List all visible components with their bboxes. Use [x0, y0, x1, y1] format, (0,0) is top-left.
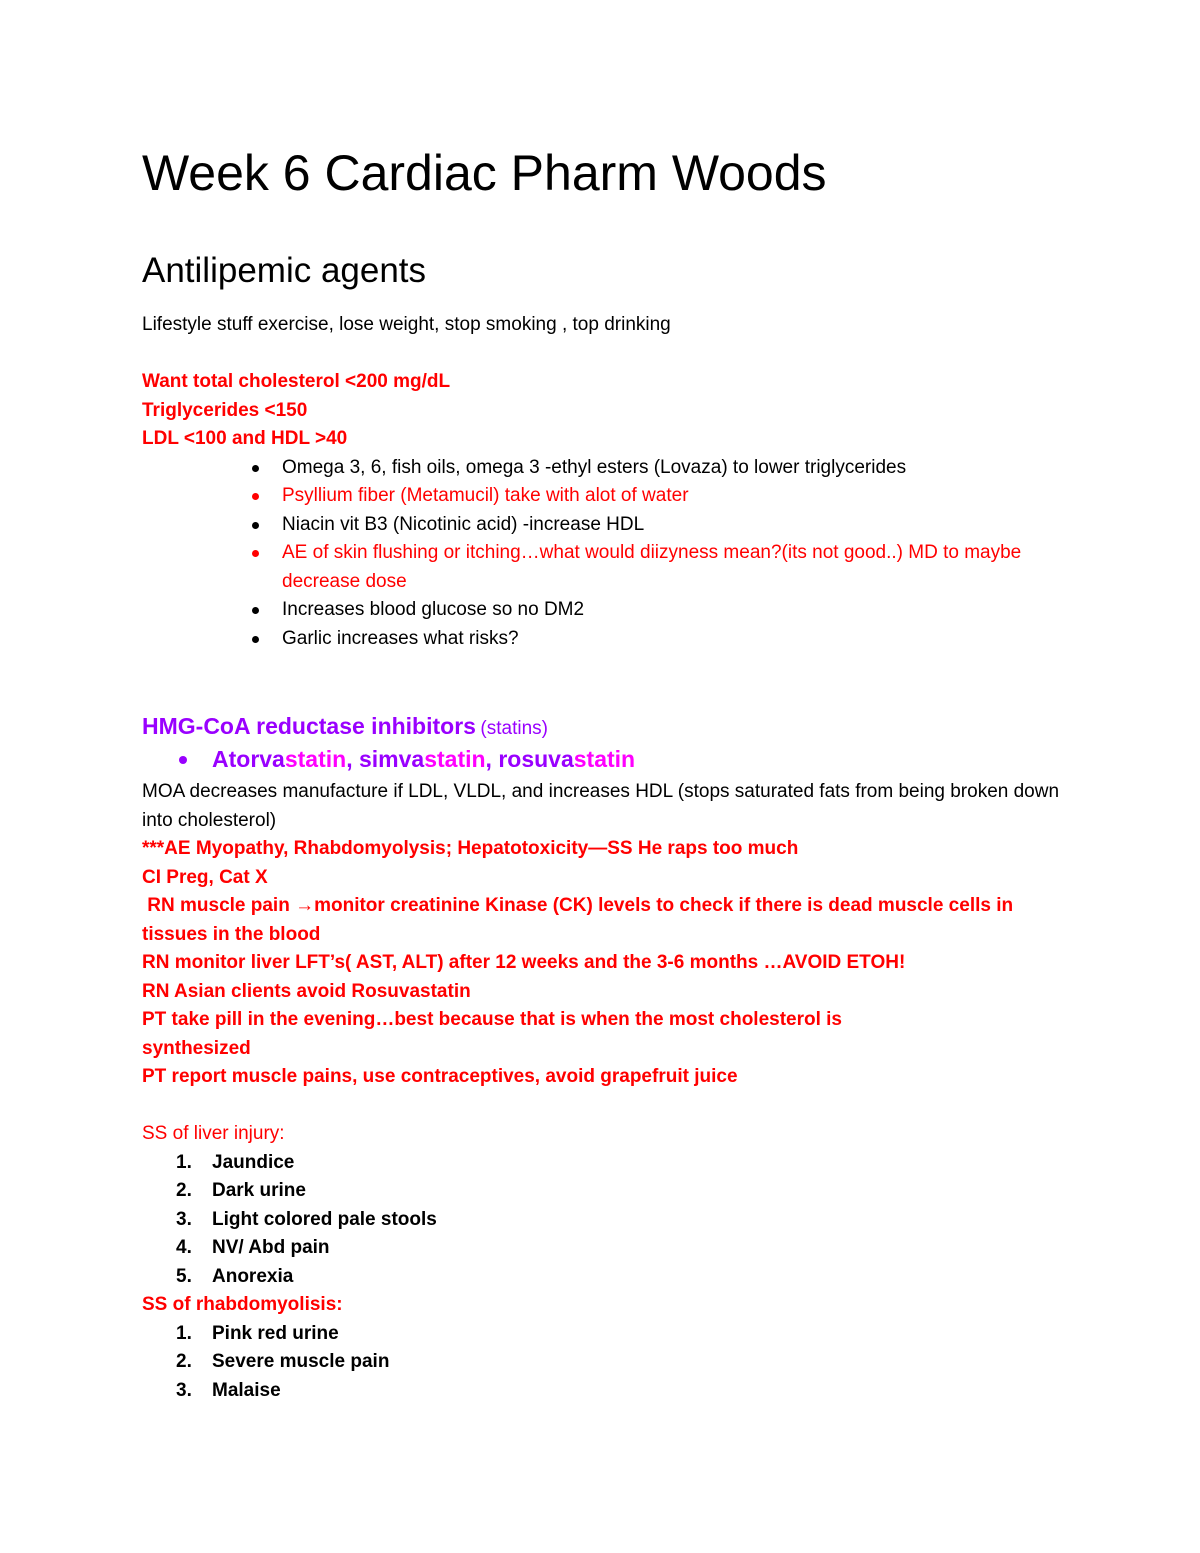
lifestyle-text: Lifestyle stuff exercise, lose weight, stop smoking , top drinking: [142, 314, 671, 335]
document-title: Week 6 Cardiac Pharm Woods: [142, 145, 827, 201]
bullet-icon: [252, 636, 259, 643]
section-heading-antilipemic: Antilipemic agents: [142, 251, 427, 290]
rhabdo-heading: SS of rhabdomyolisis:: [142, 1294, 343, 1315]
bullet-icon: [179, 756, 187, 764]
bullet-icon: [252, 550, 259, 557]
statin-drug-names: Atorvastatin, simvastatin, rosuvastatin: [212, 746, 636, 772]
list-item-text: Increases blood glucose so no DM2: [282, 599, 585, 620]
liver-injury-heading: SS of liver injury:: [142, 1123, 285, 1144]
list-item: [242, 511, 1062, 540]
list-item: [242, 454, 1062, 483]
target-ldl-hdl: LDL <100 and HDL >40: [142, 428, 348, 449]
list-item-text: Garlic increases what risks?: [282, 627, 519, 649]
list-item-text: Niacin vit B3 (Nicotinic acid) -increase HDL: [282, 513, 645, 535]
bullet-icon: [252, 465, 259, 472]
section-heading-statins: [142, 709, 548, 743]
list-item: [242, 482, 1062, 511]
statin-note: PT take pill in the evening…best because that is when the most cholesterol is synthesized: [142, 1009, 843, 1059]
list-item: [242, 539, 1062, 596]
moa-text: MOA decreases manufacture if LDL, VLDL, and increases HDL (stops saturated fats from being broken down into cholesterol): [142, 781, 1060, 831]
bullet-icon: [252, 493, 259, 500]
statin-note: RN monitor liver LFT’s( AST, ALT) after 12 weeks and the 3-6 months …AVOID ETOH!: [142, 952, 906, 973]
antilipemic-bullet-list: [242, 454, 1062, 654]
bullet-icon: [252, 522, 259, 529]
statin-note: PT report muscle pains, use contraceptives, avoid grapefruit juice: [142, 1066, 738, 1087]
target-triglycerides: Triglycerides <150: [142, 399, 308, 421]
list-item: [242, 596, 1062, 625]
statin-note: RN muscle pain →monitor creatinine Kinase (CK) levels to check if there is dead muscle cells in tissues in the blood: [142, 895, 1019, 945]
target-cholesterol: Want total cholesterol <200 mg/dL: [142, 371, 451, 392]
statin-note: ***AE Myopathy, Rhabdomyolysis; Hepatotoxicity—SS He raps too much: [142, 838, 799, 859]
statins-heading-paren: (statins): [480, 718, 548, 739]
list-item-text: Omega 3, 6, fish oils, omega 3 -ethyl esters (Lovaza) to lower triglycerides: [282, 456, 907, 478]
bullet-icon: [252, 607, 259, 614]
statins-heading-main: HMG-CoA reductase inhibitors: [142, 713, 476, 739]
statin-note: RN Asian clients avoid Rosuvastatin: [142, 980, 471, 1002]
list-item: [242, 625, 1062, 654]
list-item-text: AE of skin flushing or itching…what would diizyness mean?(its not good..) MD to maybe decrease dose: [282, 542, 1022, 592]
list-item-text: Psyllium fiber (Metamucil) take with alot of water: [282, 485, 689, 506]
statin-note: CI Preg, Cat X: [142, 866, 268, 888]
